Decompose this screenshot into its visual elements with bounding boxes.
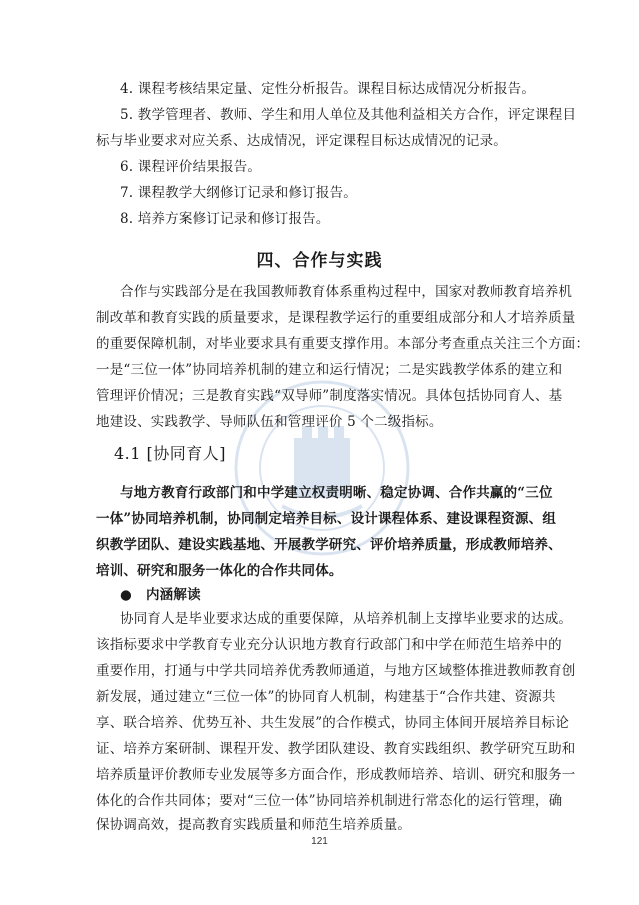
section-para-line: 管理评价情况；三是教育实践“双导师”制度落实情况。具体包括协同育人、基 <box>96 388 563 404</box>
seal-watermark-icon <box>232 378 412 558</box>
section-title: 四、合作与实践 <box>256 251 383 271</box>
explain-para-line: 证、培养方案研制、课程开发、教学团队建设、教育实践组织、教学研究互助和 <box>96 741 576 757</box>
explain-para-line: 该指标要求中学教育专业充分认识地方教育行政部门和中学在师范生培养中的 <box>96 637 562 653</box>
bold-para-line: 织教学团队、建设实践基地、开展教学研究、评价培养质量，形成教师培养、 <box>96 537 562 553</box>
bullet-label: 内涵解读 <box>145 587 201 603</box>
bullet-heading <box>120 586 548 604</box>
list-item-5-cont: 标与毕业要求对应关系、达成情况，评定课程目标达成情况的记录。 <box>96 133 507 149</box>
explain-para-line: 保协调高效，提高教育实践质量和师范生培养质量。 <box>96 817 412 833</box>
section-para-line: 的重要保障机制，对毕业要求具有重要支撑作用。本部分考查重点关注三个方面： <box>96 336 590 352</box>
page-number: 121 <box>311 836 328 847</box>
explain-para-line: 协同育人是毕业要求达成的重要保障，从培养机制上支撑毕业要求的达成。 <box>120 611 573 627</box>
section-para-line: 地建设、实践教学、导师队伍和管理评价 5 个二级指标。 <box>96 414 443 430</box>
section-para-line: 合作与实践部分是在我国教师教育体系重构过程中，国家对教师教育培养机 <box>120 284 573 300</box>
explain-para-line: 培养质量评价教师专业发展等多方面合作，形成教师培养、培训、研究和服务一 <box>96 767 576 783</box>
list-item-4: 4. 课程考核结果定量、定性分析报告。课程目标达成情况分析报告。 <box>120 81 536 97</box>
section-para-line: 制改革和教育实践的质量要求，是课程教学运行的重要组成部分和人才培养质量 <box>96 310 576 326</box>
list-item-6: 6. 课程评价结果报告。 <box>120 159 262 175</box>
list-item-8: 8. 培养方案修订记录和修订报告。 <box>120 211 330 227</box>
section-para-line: 一是“三位一体”协同培养机制的建立和运行情况；二是实践教学体系的建立和 <box>96 362 563 378</box>
bullet-dot-icon: ● <box>120 587 132 603</box>
bold-para-line: 一体”协同培养机制，协同制定培养目标、设计课程体系、建设课程资源、组 <box>96 511 557 527</box>
bold-para-line: 与地方教育行政部门和中学建立权责明晰、稳定协调、合作共赢的“三位 <box>120 485 553 501</box>
explain-para-line: 体化的合作共同体；要对“三位一体”协同培养机制进行常态化的运行管理，确 <box>96 793 563 809</box>
subsection-title: 4.1 [协同育人] <box>114 444 227 463</box>
list-item-7: 7. 课程教学大纲修订记录和修订报告。 <box>120 185 357 201</box>
list-item-5: 5. 教学管理者、教师、学生和用人单位及其他利益相关方合作，评定课程目 <box>120 107 577 123</box>
bold-para-line: 培训、研究和服务一体化的合作共同体。 <box>96 563 343 579</box>
explain-para-line: 新发展，通过建立“三位一体”的协同育人机制，构建基于“合作共建、资源共 <box>96 689 556 705</box>
explain-para-line: 享、联合培养、优势互补、共生发展”的合作模式，协同主体间开展培养目标论 <box>96 715 569 731</box>
explain-para-line: 重要作用，打通与中学共同培养优秀教师通道，与地方区域整体推进教师教育创 <box>96 663 576 679</box>
